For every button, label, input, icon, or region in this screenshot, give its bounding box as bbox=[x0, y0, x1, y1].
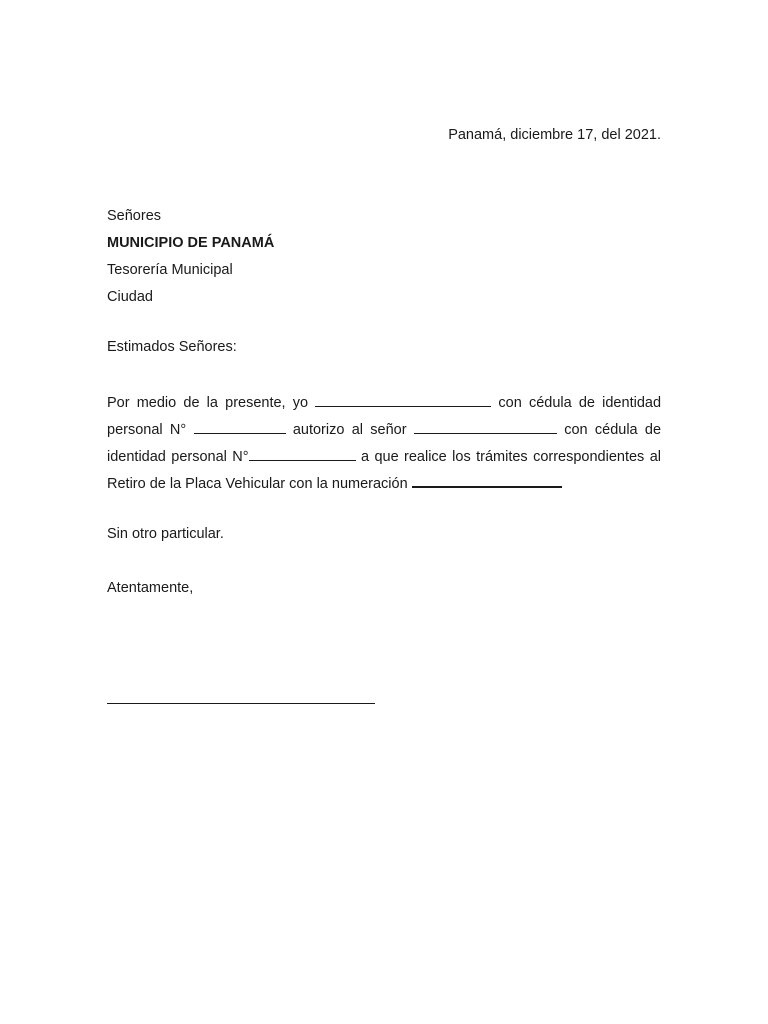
blank-id-1[interactable] bbox=[194, 419, 286, 434]
blank-id-2[interactable] bbox=[249, 446, 356, 461]
letter-date: Panamá, diciembre 17, del 2021. bbox=[448, 127, 661, 143]
addressee-salutation: Señores bbox=[107, 208, 162, 224]
blank-name-2[interactable] bbox=[414, 419, 557, 434]
body-text-5: a que realice los trámites correspondientes al Retiro de la Placa Vehicular con la numeración bbox=[107, 449, 661, 492]
addressee-block bbox=[107, 203, 274, 311]
addressee-organization: MUNICIPIO DE PANAMÁ bbox=[107, 235, 275, 251]
addressee-city: Ciudad bbox=[107, 289, 153, 305]
closing-line: Sin otro particular. bbox=[107, 526, 224, 542]
body-text-4: con cédula de identidad personal N° bbox=[107, 422, 662, 465]
body-text-2: con cédula de identidad personal N° bbox=[107, 395, 662, 438]
body-text-3: autorizo al señor bbox=[292, 422, 407, 438]
sign-off: Atentamente, bbox=[107, 580, 194, 596]
body-text-1: Por medio de la presente, yo bbox=[107, 395, 309, 411]
body-paragraph bbox=[107, 390, 661, 498]
signature-line[interactable] bbox=[107, 703, 375, 704]
blank-name-1[interactable] bbox=[315, 392, 491, 407]
addressee-department: Tesorería Municipal bbox=[107, 262, 233, 278]
blank-plate-number[interactable] bbox=[412, 472, 562, 488]
greeting: Estimados Señores: bbox=[107, 339, 237, 355]
